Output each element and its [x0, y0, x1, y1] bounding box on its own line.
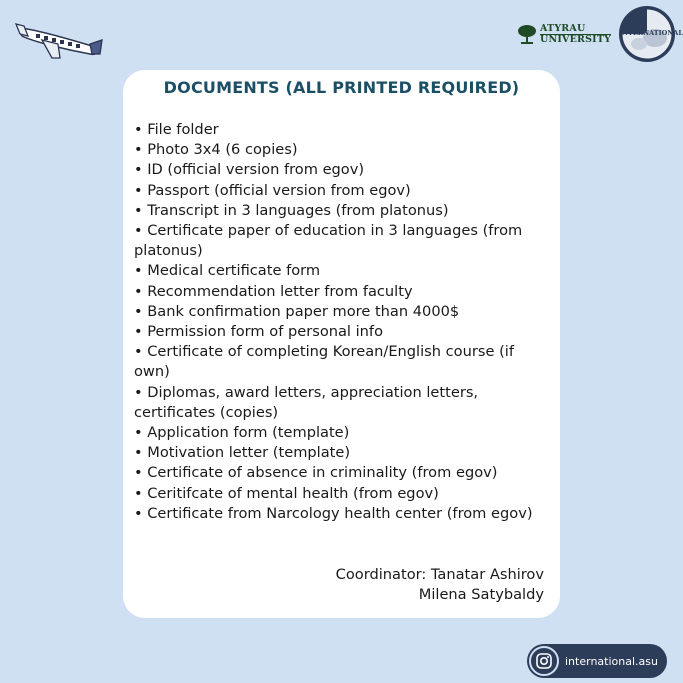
- list-item: • Permission form of personal info: [134, 323, 383, 341]
- coordinator-block: [336, 565, 544, 605]
- list-item: • Certificate of absence in criminality (from egov): [134, 464, 498, 482]
- instagram-link[interactable]: [527, 644, 667, 678]
- list-item: • Certificate of completing Korean/English course (if own): [134, 343, 514, 381]
- list-item: • Motivation letter (template): [134, 444, 351, 462]
- list-item: • Recommendation letter from faculty: [134, 282, 413, 300]
- coordinator-line-2: Milena Satybaldy: [418, 586, 544, 604]
- list-item: • ID (official version from egov): [134, 161, 365, 179]
- list-item: • Passport (official version from egov): [134, 181, 411, 199]
- seal-text: INTERNATIONAL: [619, 29, 683, 37]
- university-name: [540, 24, 611, 45]
- list-item: • Diplomas, award letters, appreciation letters, certificates (copies): [134, 383, 479, 421]
- university-name-line1: ATYRAU: [540, 22, 586, 34]
- instagram-handle: international.asu: [565, 654, 658, 668]
- list-item: • Photo 3x4 (6 copies): [134, 141, 298, 159]
- documents-list: [134, 120, 554, 524]
- coordinator-line-1: Coordinator: Tanatar Ashirov: [335, 566, 544, 583]
- international-seal: [619, 6, 683, 62]
- documents-card: [123, 70, 560, 618]
- university-logo: [517, 20, 617, 48]
- tree-icon: [517, 23, 537, 45]
- list-item: • Bank confirmation paper more than 4000$: [134, 302, 460, 320]
- list-item: • Medical certificate form: [134, 262, 321, 280]
- card-title: DOCUMENTS (ALL PRINTED REQUIRED): [163, 78, 520, 97]
- list-item: • Transcript in 3 languages (from platonus): [134, 201, 449, 219]
- list-item: • Certificate paper of education in 3 languages (from platonus): [134, 222, 523, 260]
- list-item: • Application form (template): [134, 424, 350, 442]
- list-item: • Ceritifcate of mental health (from egov): [134, 484, 439, 502]
- airplane-icon: [12, 14, 102, 60]
- list-item: • Certificate from Narcology health center (from egov): [134, 504, 533, 522]
- university-name-line2: UNIVERSITY: [540, 33, 612, 45]
- list-item: • File folder: [134, 121, 219, 138]
- instagram-icon: [529, 646, 559, 676]
